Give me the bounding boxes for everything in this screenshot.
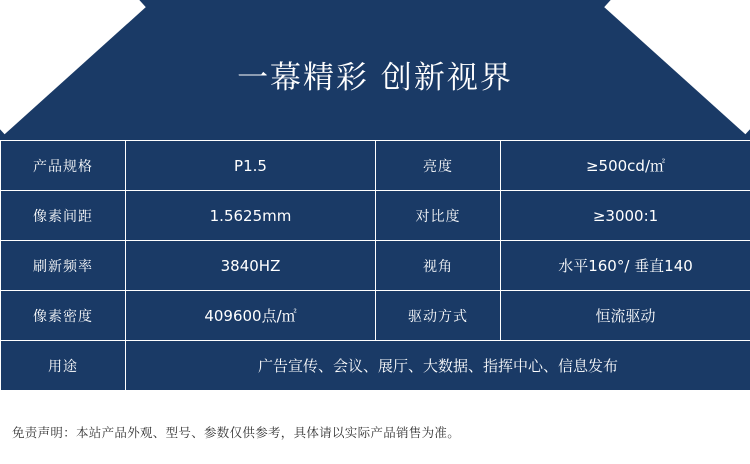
disclaimer-text: 免责声明：本站产品外观、型号、参数仅供参考，具体请以实际产品销售为准。 (0, 400, 750, 464)
spec-label-contrast: 对比度 (376, 191, 501, 241)
spec-value-pixel-density: 409600点/㎡ (126, 291, 376, 341)
spec-value-pixel-pitch: 1.5625mm (126, 191, 376, 241)
spec-value-drive-mode: 恒流驱动 (501, 291, 750, 341)
table-row (1, 241, 750, 291)
banner-title: 一幕精彩 创新视界 (237, 60, 513, 96)
table-row (1, 341, 750, 391)
spec-label-product-standard: 产品规格 (1, 141, 126, 191)
table-row (1, 191, 750, 241)
banner (0, 0, 750, 140)
spec-value-product-standard: P1.5 (126, 141, 376, 191)
spec-label-pixel-density: 像素密度 (1, 291, 126, 341)
spec-label-pixel-pitch: 像素间距 (1, 191, 126, 241)
table-row (1, 291, 750, 341)
spec-value-viewing-angle: 水平160°/ 垂直140 (501, 241, 750, 291)
specification-table (0, 140, 750, 391)
spec-value-refresh-rate: 3840HZ (126, 241, 376, 291)
spec-label-drive-mode: 驱动方式 (376, 291, 501, 341)
spec-label-application: 用途 (1, 341, 126, 391)
spec-label-refresh-rate: 刷新频率 (1, 241, 126, 291)
spec-value-brightness: ≥500cd/㎡ (501, 141, 750, 191)
table-row (1, 141, 750, 191)
spec-value-contrast: ≥3000:1 (501, 191, 750, 241)
spec-label-viewing-angle: 视角 (376, 241, 501, 291)
spec-value-application: 广告宣传、会议、展厅、大数据、指挥中心、信息发布 (126, 341, 750, 391)
spec-label-brightness: 亮度 (376, 141, 501, 191)
